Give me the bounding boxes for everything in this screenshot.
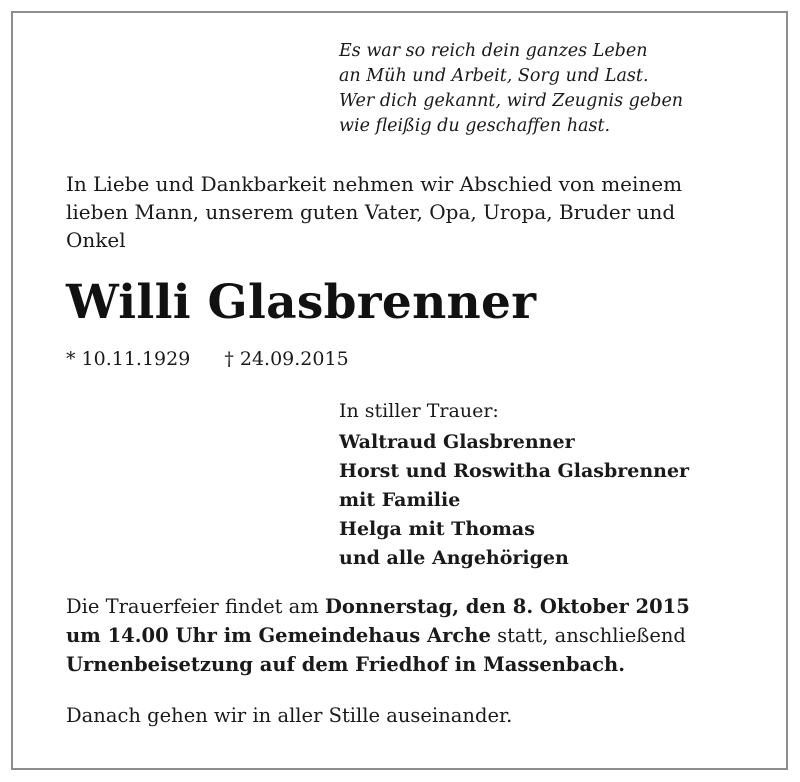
funeral-text: Die Trauerfeier findet am [66,595,325,618]
funeral-line-3 [66,650,766,679]
mourner-name: mit Familie [339,489,461,511]
mourner-name: Helga mit Thomas [339,518,535,540]
mourners-block [339,397,689,573]
intro-line: In Liebe und Dankbarkeit nehmen wir Abschied von meinem [66,172,683,196]
poem-line: wie fleißig du geschaffen hast. [339,116,611,136]
life-dates [66,346,349,372]
birth-date: * 10.11.1929 [66,348,191,370]
poem-line: Es war so reich dein ganzes Leben [339,41,648,61]
intro-line: Onkel [66,228,126,252]
mourner-name: Horst und Roswitha Glasbrenner [339,460,690,482]
poem-line: Wer dich gekannt, wird Zeugnis geben [339,91,684,111]
death-date: † 24.09.2015 [224,348,349,370]
funeral-details [66,592,766,679]
intro-line: lieben Mann, unserem guten Vater, Opa, Uropa, Bruder und [66,200,676,224]
funeral-line-1 [66,592,766,621]
mourning-label: In stiller Trauer: [339,400,499,422]
funeral-time-place: um 14.00 Uhr im Gemeindehaus Arche [66,624,491,647]
urn-burial: Urnenbeisetzung auf dem Friedhof in Massenbach. [66,653,626,676]
memorial-poem [339,39,683,139]
mourner-name: und alle Angehörigen [339,547,569,569]
mourner-name: Waltraud Glasbrenner [339,431,575,453]
funeral-line-2 [66,621,766,650]
poem-line: an Müh und Arbeit, Sorg und Last. [339,66,649,86]
closing-text: Danach gehen wir in aller Stille auseinander. [66,704,513,727]
funeral-date: Donnerstag, den 8. Oktober 2015 [324,595,690,618]
funeral-text: statt, anschließend [490,624,686,647]
deceased-name: Willi Glasbrenner [66,275,537,330]
intro-text [66,170,746,254]
